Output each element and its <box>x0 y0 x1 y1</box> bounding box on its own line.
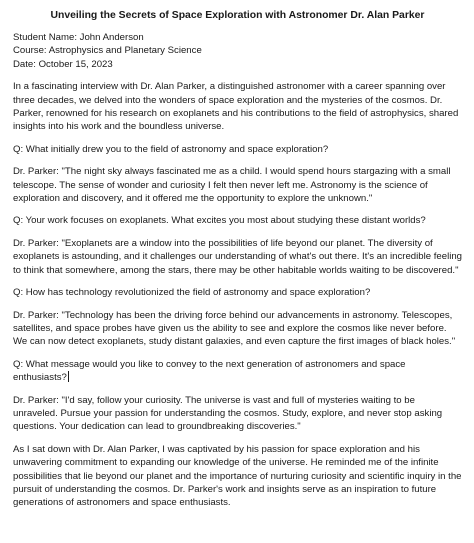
question-1: Q: What initially drew you to the field of astronomy and space exploration? <box>13 143 329 155</box>
conclusion-paragraph: As I sat down with Dr. Alan Parker, I was captivated by his passion for space exploration and his unwavering commitment to expanding our knowledge of the universe. He reminded me of the infinite possibilities that lie beyond our planet and the importance of nurturing curiosity and scientific inquiry in the pursuit of understanding the cosmos. Dr. Parker's work and insights serve as an inspiration to future generations of astronomers and space enthusiasts. <box>13 443 462 509</box>
document-title: Unveiling the Secrets of Space Exploration with Astronomer Dr. Alan Parker <box>50 10 425 21</box>
intro-paragraph: In a fascinating interview with Dr. Alan Parker, a distinguished astronomer with a career spanning over three decades, we delved into the wonders of space exploration and the mysteries of the cosmos. Dr. Parker, renowned for his research on exoplanets and his contributions to the field of astrophysics, shared insights into his work and the boundless universe. <box>13 81 459 133</box>
answer-3: Dr. Parker: "Technology has been the driving force behind our advancements in astronomy. Telescopes, satellites, and space probes have given us the ability to see and explore the cosmos like never before. We can now detect exoplanets, study distant galaxies, and even capture the first images of black holes." <box>13 309 456 348</box>
answer-2: Dr. Parker: "Exoplanets are a window into the possibilities of life beyond our planet. The diversity of exoplanets is astounding, and it challenges our understanding of what's out there. It's an incredible feeling to think that somewhere, among the stars, there may be other habitable worlds waiting to be discovered." <box>13 237 462 276</box>
question-4-paragraph <box>13 358 462 385</box>
student-name: Student Name: John Anderson <box>13 32 144 43</box>
document-meta <box>13 31 462 71</box>
question-3: Q: How has technology revolutionized the field of astronomy and space exploration? <box>13 287 371 299</box>
text-cursor <box>68 371 69 382</box>
answer-1: Dr. Parker: "The night sky always fascinated me as a child. I would spend hours stargazing with a small telescope. The sense of wonder and curiosity I felt then never left me. Astronomy is the science of exploration and discovery, and it offered me the opportunity to explore the unknown." <box>13 166 451 205</box>
question-2: Q: Your work focuses on exoplanets. What excites you most about studying these distant worlds? <box>13 215 426 227</box>
question-4: Q: What message would you like to convey to the next generation of astronomers and space enthusiasts? <box>13 358 406 384</box>
course: Course: Astrophysics and Planetary Science <box>13 45 202 57</box>
answer-4: Dr. Parker: "I'd say, follow your curiosity. The universe is vast and full of mysteries waiting to be unraveled. Pursue your passion for understanding the cosmos. Study, explore, and never stop asking questions. Your dedication can lead to groundbreaking discoveries." <box>13 394 443 433</box>
date: Date: October 15, 2023 <box>13 58 113 70</box>
